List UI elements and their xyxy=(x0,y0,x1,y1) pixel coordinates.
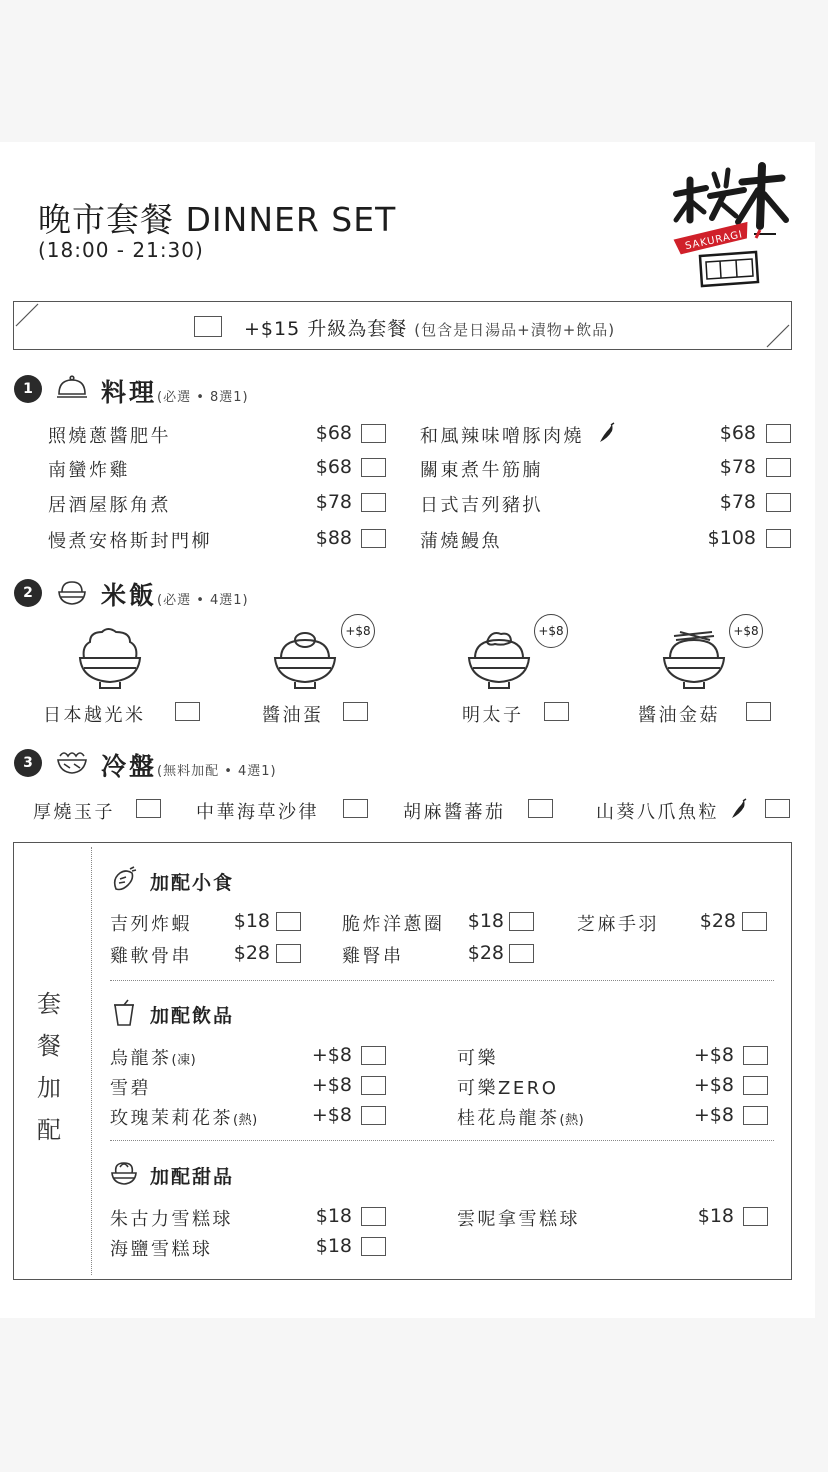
drink-name: 雪碧 xyxy=(110,1078,151,1099)
dish-name: 居酒屋豚角煮 xyxy=(48,495,171,516)
snack-price: $18 xyxy=(233,910,270,932)
sakuragi-logo xyxy=(670,160,790,290)
drink-price: +$8 xyxy=(693,1074,734,1096)
cold-dish-name: 胡麻醬蕃茄 xyxy=(403,802,506,823)
upgrade-label: +$15 升級為套餐 xyxy=(244,318,408,340)
snack-checkbox[interactable] xyxy=(276,944,301,963)
cold-dish-name: 厚燒玉子 xyxy=(33,802,115,823)
shrimp-icon xyxy=(110,865,138,897)
mentaiko-rice-bowl-icon xyxy=(467,626,531,694)
snack-name: 吉列炸蝦 xyxy=(110,914,192,935)
drink-name: 可樂 xyxy=(457,1048,498,1069)
rice-note: (必選 • 4選1) xyxy=(157,593,249,608)
dish-name: 日式吉列豬扒 xyxy=(420,495,543,516)
dish-checkbox[interactable] xyxy=(361,424,386,443)
dishes-note: (必選 • 8選1) xyxy=(157,390,249,405)
dessert-checkbox[interactable] xyxy=(361,1237,386,1256)
upgrade-note: (包含是日湯品+漬物+飲品) xyxy=(414,321,616,339)
snack-name: 雞軟骨串 xyxy=(110,946,192,967)
snack-name: 雞腎串 xyxy=(342,946,404,967)
rice-checkbox[interactable] xyxy=(175,702,200,721)
drink-price: +$8 xyxy=(311,1074,352,1096)
drink-checkbox[interactable] xyxy=(743,1076,768,1095)
dish-checkbox[interactable] xyxy=(361,493,386,512)
dish-name: 關東煮牛筋腩 xyxy=(420,460,543,481)
section-title-dishes xyxy=(101,373,249,409)
rice-checkbox[interactable] xyxy=(544,702,569,721)
dish-price: $68 xyxy=(315,422,352,444)
dessert-price: $18 xyxy=(315,1235,352,1257)
dish-name: 慢煮安格斯封門柳 xyxy=(48,531,212,552)
dessert-price: $18 xyxy=(697,1205,734,1227)
price-badge: +$8 xyxy=(729,614,763,648)
dish-checkbox[interactable] xyxy=(766,493,791,512)
snack-checkbox[interactable] xyxy=(509,944,534,963)
rice-bowl-icon xyxy=(56,576,88,612)
snack-price: $28 xyxy=(699,910,736,932)
snack-name: 脆炸洋蔥圈 xyxy=(342,914,445,935)
rice-name: 醬油金菇 xyxy=(638,705,720,726)
mushroom-rice-bowl-icon xyxy=(662,626,726,694)
drink-temp: (熱) xyxy=(559,1113,585,1128)
dinner-hours: (18:00 - 21:30) xyxy=(38,238,204,262)
drink-checkbox[interactable] xyxy=(743,1106,768,1125)
drink-temp: (熱) xyxy=(233,1113,258,1128)
cold-dish-name: 中華海草沙律 xyxy=(196,802,319,823)
page-title: 晚市套餐 DINNER SET xyxy=(38,200,397,239)
drink-checkbox[interactable] xyxy=(361,1106,386,1125)
drink-checkbox[interactable] xyxy=(743,1046,768,1065)
snack-checkbox[interactable] xyxy=(509,912,534,931)
drink-price: +$8 xyxy=(311,1104,352,1126)
cold-dish-name: 山葵八爪魚粒 xyxy=(596,802,719,823)
dish-name: 蒲燒鰻魚 xyxy=(420,531,502,552)
section-number-3: 3 xyxy=(14,749,42,777)
chili-icon xyxy=(730,798,748,824)
blank-background xyxy=(0,1318,828,1472)
section-title-cold xyxy=(101,747,277,783)
section-divider xyxy=(110,980,774,981)
dessert-name: 海鹽雪糕球 xyxy=(110,1239,213,1260)
desserts-title: 加配甜品 xyxy=(150,1166,235,1188)
drinks-title: 加配飲品 xyxy=(150,1005,235,1027)
section-number-1: 1 xyxy=(14,375,42,403)
dish-price: $108 xyxy=(707,527,756,549)
drink-name xyxy=(457,1104,584,1130)
snack-name: 芝麻手羽 xyxy=(577,914,659,935)
drink-checkbox[interactable] xyxy=(361,1046,386,1065)
cold-dish-checkbox[interactable] xyxy=(343,799,368,818)
dish-name: 照燒蔥醬肥牛 xyxy=(48,426,171,447)
snack-price: $28 xyxy=(467,942,504,964)
dish-price: $78 xyxy=(719,491,756,513)
dish-checkbox[interactable] xyxy=(766,458,791,477)
snack-price: $28 xyxy=(233,942,270,964)
dish-price: $78 xyxy=(719,456,756,478)
dish-name: 南蠻炸雞 xyxy=(48,460,130,481)
rice-title: 米飯 xyxy=(101,581,158,610)
dessert-price: $18 xyxy=(315,1205,352,1227)
cold-dish-checkbox[interactable] xyxy=(136,799,161,818)
addon-divider xyxy=(91,847,92,1275)
dish-name: 和風辣味噌豚肉燒 xyxy=(420,426,584,447)
dishes-title: 料理 xyxy=(101,378,158,407)
drink-price: +$8 xyxy=(693,1104,734,1126)
section-number-2: 2 xyxy=(14,579,42,607)
upgrade-set-option[interactable] xyxy=(13,301,792,350)
rice-checkbox[interactable] xyxy=(746,702,771,721)
rice-checkbox[interactable] xyxy=(343,702,368,721)
dish-price: $88 xyxy=(315,527,352,549)
addon-panel xyxy=(13,842,792,1280)
ice-cream-icon xyxy=(110,1159,138,1191)
cup-icon xyxy=(112,999,136,1031)
section-title-rice xyxy=(101,576,249,612)
dish-checkbox[interactable] xyxy=(766,424,791,443)
menu-page xyxy=(0,142,815,1318)
cold-dish-checkbox[interactable] xyxy=(528,799,553,818)
snacks-title: 加配小食 xyxy=(150,872,235,894)
dessert-name: 雲呢拿雪糕球 xyxy=(457,1209,580,1230)
snack-checkbox[interactable] xyxy=(742,912,767,931)
cold-note: (無料加配 • 4選1) xyxy=(157,764,277,779)
drink-name: 可樂ZERO xyxy=(457,1078,559,1099)
drink-name xyxy=(110,1104,258,1130)
dish-price: $68 xyxy=(719,422,756,444)
drink-price: +$8 xyxy=(311,1044,352,1066)
upgrade-text xyxy=(244,314,615,341)
drink-name xyxy=(110,1044,196,1070)
snack-checkbox[interactable] xyxy=(276,912,301,931)
drink-label: 桂花烏龍茶 xyxy=(457,1108,560,1129)
upgrade-checkbox[interactable] xyxy=(194,316,222,337)
rice-bowl-plain-icon xyxy=(78,624,142,694)
rice-name: 醬油蛋 xyxy=(262,705,324,726)
chili-icon xyxy=(598,422,616,448)
rice-name: 日本越光米 xyxy=(43,705,146,726)
drink-temp: (凍) xyxy=(171,1053,197,1068)
section-divider xyxy=(110,1140,774,1141)
egg-rice-bowl-icon xyxy=(273,626,337,694)
logo-banner-text: SAKURAGI xyxy=(684,229,745,253)
drink-checkbox[interactable] xyxy=(361,1076,386,1095)
salad-bowl-icon xyxy=(56,748,88,780)
cold-title: 冷盤 xyxy=(101,752,158,781)
dessert-checkbox[interactable] xyxy=(361,1207,386,1226)
dessert-name: 朱古力雪糕球 xyxy=(110,1209,233,1230)
dish-price: $68 xyxy=(315,456,352,478)
drink-price: +$8 xyxy=(693,1044,734,1066)
dish-checkbox[interactable] xyxy=(361,529,386,548)
cloche-icon xyxy=(56,374,88,406)
dish-price: $78 xyxy=(315,491,352,513)
dish-checkbox[interactable] xyxy=(766,529,791,548)
addon-label: 套餐加配 xyxy=(37,990,61,1144)
dish-checkbox[interactable] xyxy=(361,458,386,477)
rice-name: 明太子 xyxy=(462,705,524,726)
drink-label: 烏龍茶 xyxy=(110,1048,172,1069)
snack-price: $18 xyxy=(467,910,504,932)
price-badge: +$8 xyxy=(341,614,375,648)
price-badge: +$8 xyxy=(534,614,568,648)
drink-label: 玫瑰茉莉花茶 xyxy=(110,1108,233,1129)
cold-dish-checkbox[interactable] xyxy=(765,799,790,818)
dessert-checkbox[interactable] xyxy=(743,1207,768,1226)
